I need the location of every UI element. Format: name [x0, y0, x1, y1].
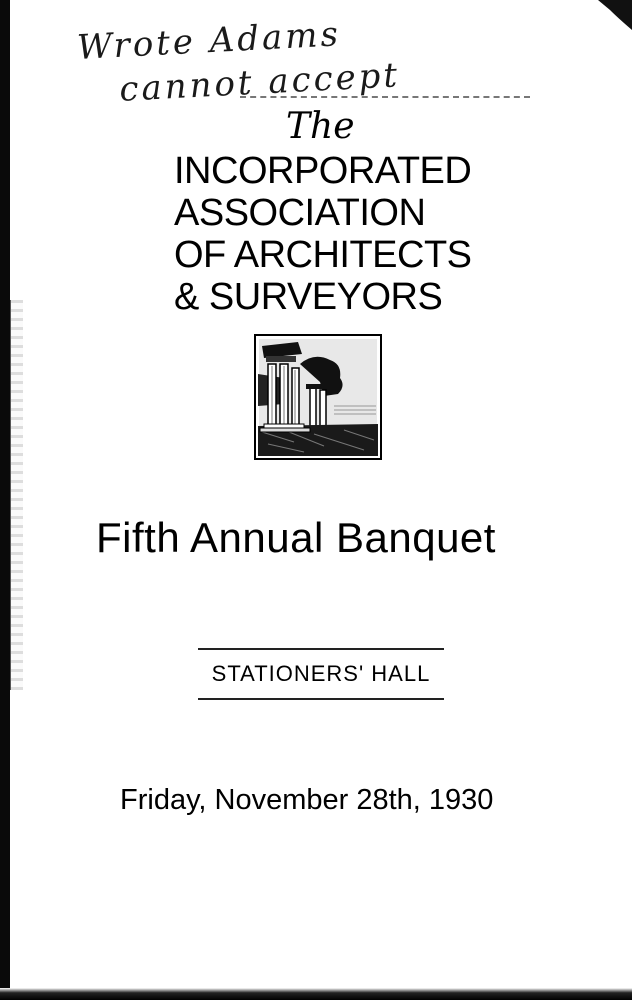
torn-binding-strip	[10, 300, 23, 690]
venue-bottom-rule	[198, 698, 444, 700]
association-name-line: INCORPORATED	[174, 150, 472, 192]
dashed-divider	[240, 96, 530, 98]
event-title: Fifth Annual Banquet	[96, 514, 496, 561]
handwritten-line: Wrote Adams	[76, 14, 342, 69]
heading-the: The	[286, 106, 355, 147]
folded-corner-icon	[598, 0, 632, 30]
scan-bottom-edge	[0, 988, 632, 1000]
venue-name: STATIONERS' HALL	[211, 661, 431, 686]
scan-binding-edge	[0, 0, 10, 1000]
association-name-line: ASSOCIATION	[174, 192, 426, 234]
venue-top-rule	[198, 648, 444, 650]
event-date: Friday, November 28th, 1930	[120, 784, 494, 816]
classical-temple-ruins-icon	[254, 334, 382, 460]
association-name-line: & SURVEYORS	[174, 276, 443, 318]
handwritten-line: cannot accept	[118, 55, 402, 110]
association-name	[174, 150, 472, 318]
association-name-line: OF ARCHITECTS	[174, 234, 472, 276]
